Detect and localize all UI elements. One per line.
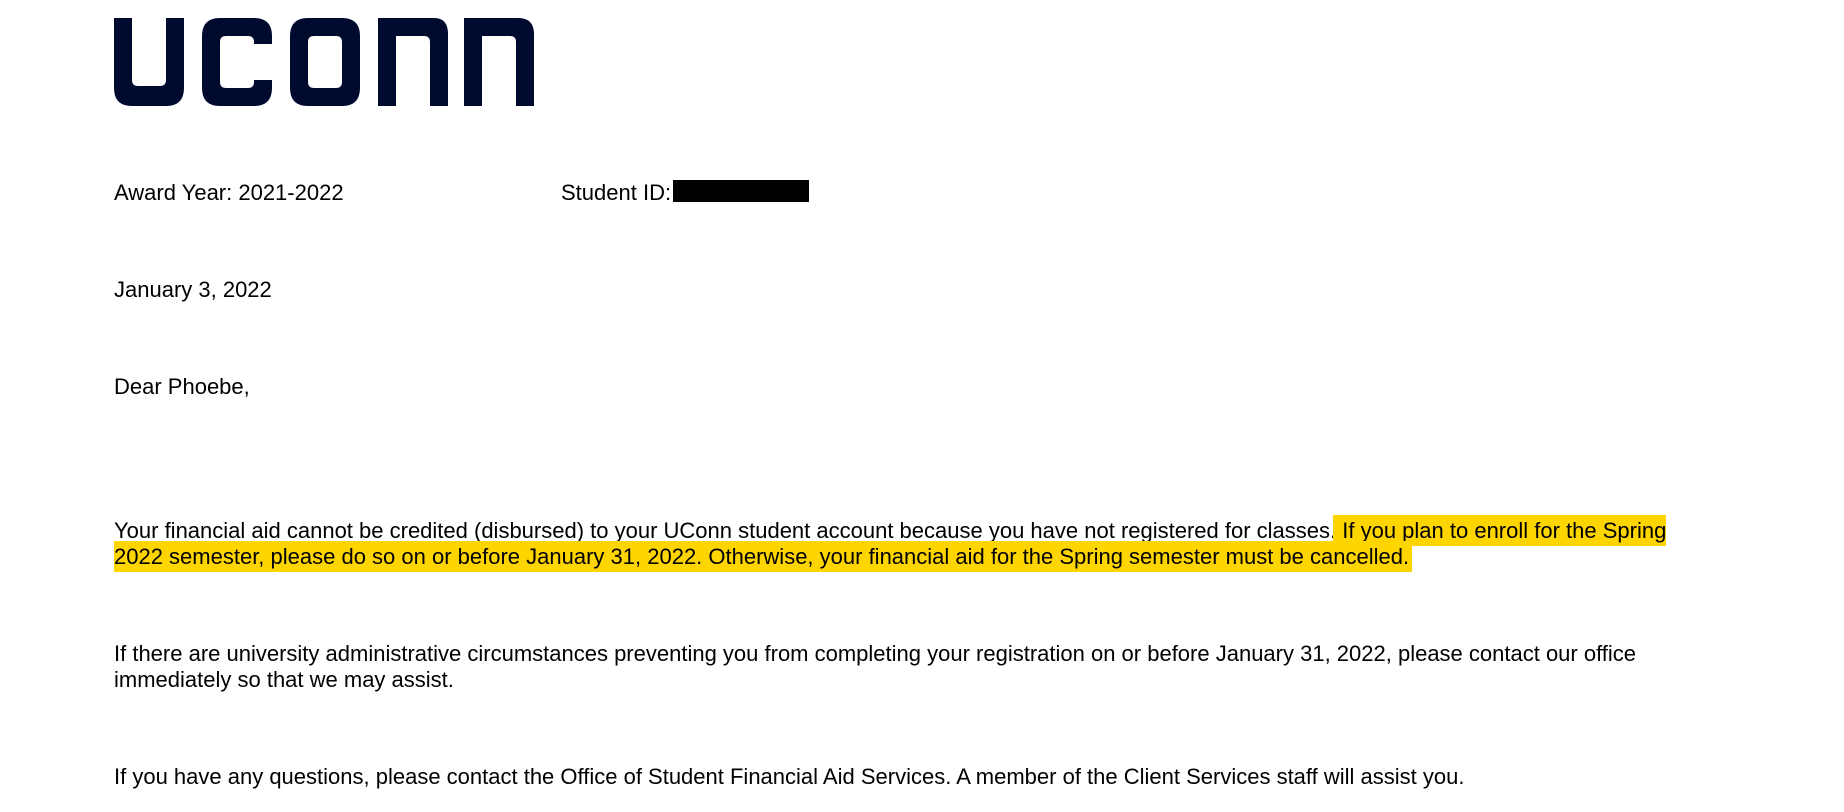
paragraph-administrative-circumstances: If there are university administrative circumstances preventing you from completing your registration on or before January 31, 2022, please contact our office immediately so that we may assist. [114, 641, 1637, 692]
student-id-redaction [673, 180, 809, 202]
letter-date: January 3, 2022 [114, 277, 272, 302]
award-year: Award Year: 2021-2022 [114, 180, 344, 205]
student-id-label: Student ID: [561, 180, 672, 205]
paragraph-plain-text: Your financial aid cannot be credited (disbursed) to your UConn student account because you have not registered for classes. [114, 518, 1337, 543]
highlighted-deadline-text: If you plan to enroll for the Spring 2022 semester, please do so on or before January 31, 2022. Otherwise, your financial aid for the Spring semester must be cancelled. [114, 518, 1667, 569]
uconn-logo [114, 18, 534, 106]
letter-greeting: Dear Phoebe, [114, 374, 250, 399]
paragraph-contact-info: If you have any questions, please contact the Office of Student Financial Aid Services. A member of the Client Services staff will assist you. [114, 764, 1465, 789]
paragraph-registration-notice [114, 518, 1714, 570]
student-id [561, 180, 809, 206]
